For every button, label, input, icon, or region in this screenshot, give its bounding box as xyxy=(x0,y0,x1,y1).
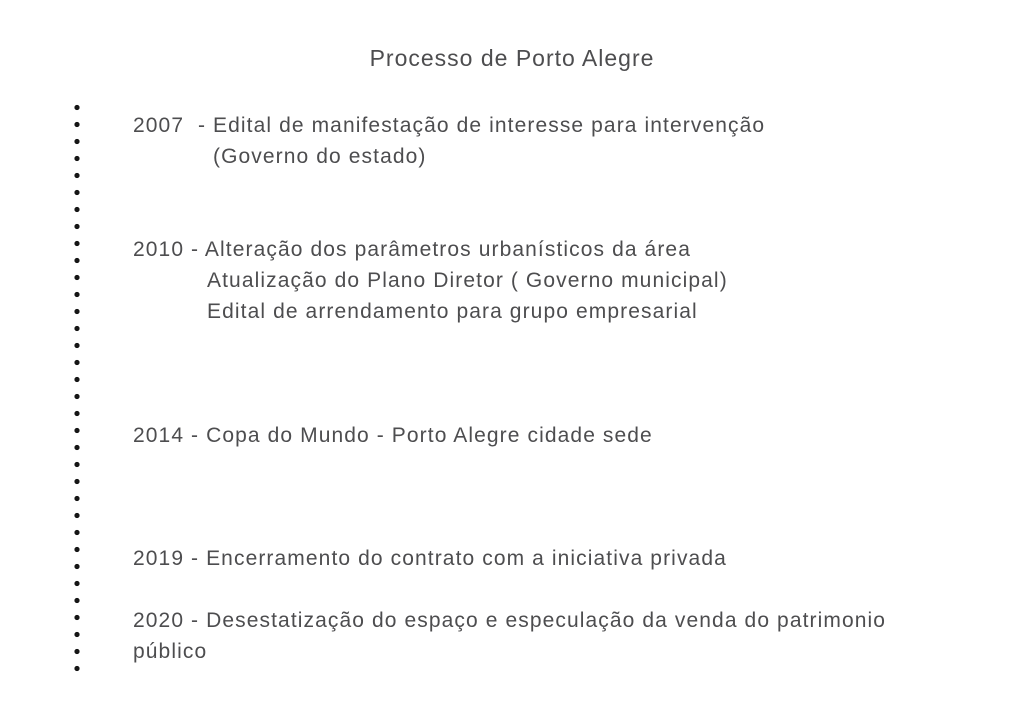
entry-line: (Governo do estado) xyxy=(213,145,427,168)
entry-line: 2020 - Desestatização do espaço e especulação da venda do patrimonio xyxy=(133,609,887,632)
entry-line: público xyxy=(133,640,208,663)
entry-line: Atualização do Plano Diretor ( Governo municipal) xyxy=(207,269,728,292)
timeline-entry-2020 xyxy=(133,605,984,667)
entry-line: 2010 - Alteração dos parâmetros urbanísticos da área xyxy=(133,238,691,261)
timeline-entry-2010 xyxy=(133,234,984,327)
timeline-entry-2007 xyxy=(133,110,984,172)
entry-line: 2007 - Edital de manifestação de interesse para intervenção xyxy=(133,114,766,137)
entry-line: Edital de arrendamento para grupo empresarial xyxy=(207,300,698,323)
entry-line: 2014 - Copa do Mundo - Porto Alegre cidade sede xyxy=(133,424,653,447)
entry-line: 2019 - Encerramento do contrato com a iniciativa privada xyxy=(133,547,727,570)
page-title: Processo de Porto Alegre xyxy=(369,45,655,71)
timeline-dotted-line xyxy=(71,99,83,677)
timeline-entry-2014 xyxy=(133,420,984,451)
timeline-entry-2019 xyxy=(133,543,984,574)
